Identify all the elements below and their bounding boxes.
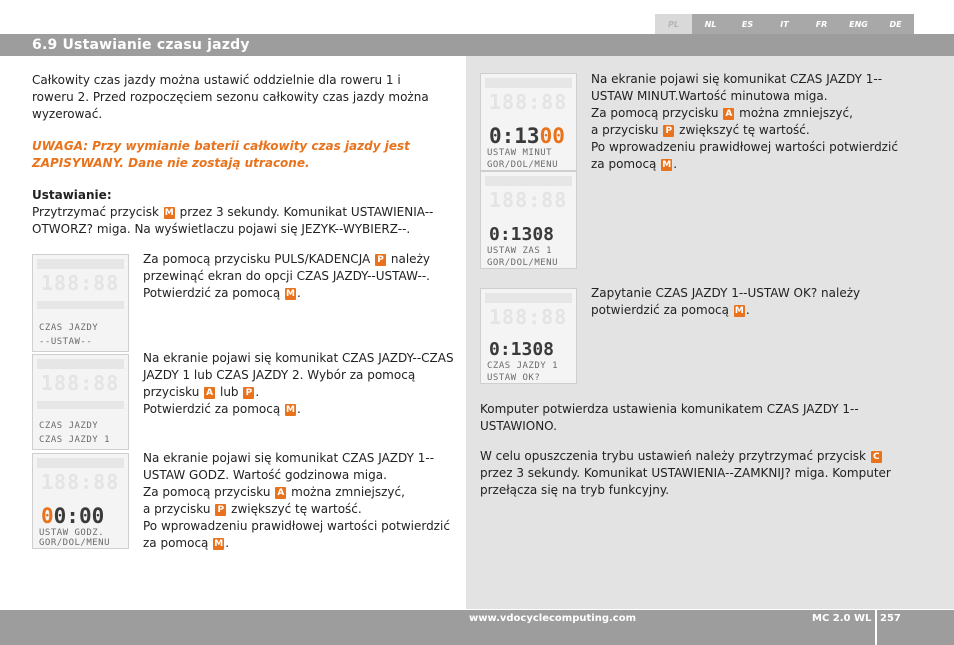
lcd-line1: CZAS JAZDY	[39, 421, 99, 431]
step3-text-e: zwiększyć tę wartość.	[231, 502, 362, 516]
lcd-segment-row	[485, 176, 572, 186]
p-key-icon: P	[215, 504, 226, 516]
lcd-line1: USTAW MINUT	[487, 148, 553, 158]
step2-text-b: lub	[219, 385, 239, 399]
lcd-display-step4-minutes	[480, 73, 577, 171]
a-key-icon: A	[723, 108, 734, 120]
lcd-time-value	[41, 504, 104, 528]
step4-text-c: można zmniejszyć,	[739, 106, 853, 120]
language-tabs	[655, 14, 914, 34]
a-key-icon: A	[204, 387, 215, 399]
confirm-paragraph: Komputer potwierdza ustawienia komunikatem CZAS JAZDY 1--USTAWIONO.	[480, 402, 859, 433]
c-key-icon: C	[871, 451, 882, 463]
setup-heading: Ustawianie:	[32, 188, 112, 202]
m-key-icon: M	[214, 539, 224, 549]
setup-text-a: Przytrzymać przycisk	[32, 205, 159, 219]
m-key-icon: M	[662, 160, 672, 170]
p-key-icon: P	[243, 387, 254, 399]
lcd-segment-row	[37, 301, 124, 309]
step3-text-a: Na ekranie pojawi się komunikat CZAS JAZDY 1--USTAW GODZ. Wartość godzinowa miga.	[143, 451, 435, 482]
lcd-time-value: 0:1308	[489, 224, 555, 245]
lcd-time-value	[489, 124, 565, 148]
step2-text-c: .	[255, 385, 260, 399]
step4-text-e: zwiększyć tę wartość.	[679, 123, 810, 137]
lang-tab-nl[interactable]: NL	[692, 14, 729, 34]
lcd-time-value: 0:1308	[489, 339, 555, 360]
lcd-line2: GOR/DOL/MENU	[39, 538, 111, 548]
step1-text-b: należy przewinąć ekran do opcji CZAS JAZDY--USTAW--. Potwierdzić za pomocą	[143, 252, 430, 300]
lcd-ghost-digits: 188:88	[489, 188, 568, 212]
lang-tab-it[interactable]: IT	[766, 14, 803, 34]
step4-text-a: Na ekranie pojawi się komunikat CZAS JAZDY 1--USTAW MINUT.Wartość minutowa miga.	[591, 72, 883, 103]
step5-text-a: Zapytanie CZAS JAZDY 1--USTAW OK? należy potwierdzić za pomocą	[591, 286, 861, 317]
exit-text-a: W celu opuszczenia trybu ustawień należy przytrzymać przycisk	[480, 449, 866, 463]
m-key-icon: M	[164, 208, 174, 218]
lcd-line1: CZAS JAZDY	[39, 323, 99, 333]
page-number: 257	[880, 613, 901, 624]
lcd-time-digits: 0:13	[489, 124, 540, 148]
step1-text-c: .	[297, 286, 301, 300]
lcd-display-step2	[32, 354, 129, 450]
lcd-line1: USTAW ZAS 1	[487, 246, 553, 256]
lcd-line1: USTAW GODZ.	[39, 528, 105, 538]
lcd-ghost-digits: 188:88	[489, 90, 568, 114]
lcd-display-step5	[480, 288, 577, 384]
p-key-icon: P	[375, 254, 386, 266]
step3-text-c: można zmniejszyć,	[291, 485, 405, 499]
lcd-line2: GOR/DOL/MENU	[487, 160, 559, 170]
step4-text-f: Po wprowadzeniu prawidłowej wartości potwierdzić za pomocą	[591, 140, 898, 171]
step4-text-b: Za pomocą przycisku	[591, 106, 719, 120]
m-key-icon: M	[286, 289, 295, 299]
lcd-line1: CZAS JAZDY 1	[487, 361, 559, 371]
step5-paragraph	[591, 285, 901, 319]
lcd-line2: --USTAW--	[39, 337, 93, 347]
warning-paragraph: UWAGA: Przy wymianie baterii całkowity czas jazdy jest ZAPISYWANY. Dane nie zostają utracone.	[32, 139, 410, 170]
setup-paragraph	[32, 204, 452, 238]
step1-paragraph	[143, 251, 453, 302]
lcd-blinking-digit: 0	[41, 504, 54, 528]
footer-divider	[875, 609, 877, 645]
step4-text-g: .	[673, 157, 678, 171]
section-title: 6.9 Ustawianie czasu jazdy	[32, 37, 250, 53]
lang-tab-pl[interactable]: PL	[655, 14, 692, 34]
lcd-segment-row	[37, 401, 124, 409]
lang-tab-eng[interactable]: ENG	[840, 14, 877, 34]
section-header	[0, 34, 954, 56]
lang-tab-es[interactable]: ES	[729, 14, 766, 34]
step3-paragraph	[143, 450, 455, 552]
m-key-icon: M	[734, 306, 744, 316]
lcd-display-step4-confirmed	[480, 171, 577, 269]
lang-tab-de[interactable]: DE	[877, 14, 914, 34]
step1-text-a: Za pomocą przycisku PULS/KADENCJA	[143, 252, 371, 266]
p-key-icon: P	[663, 125, 674, 137]
footer-model: MC 2.0 WL	[812, 613, 872, 624]
footer-website-link[interactable]: www.vdocyclecomputing.com	[469, 613, 637, 624]
lcd-ghost-digits: 188:88	[41, 470, 120, 494]
lcd-segment-row	[485, 293, 572, 303]
exit-paragraph	[480, 448, 900, 499]
lcd-time-digits: 0:00	[53, 504, 105, 528]
intro-paragraph: Całkowity czas jazdy można ustawić oddzielnie dla roweru 1 i roweru 2. Przed rozpoczęciem sezonu całkowity czas jazdy można wyzerować.	[32, 73, 429, 121]
lcd-ghost-digits: 188:88	[41, 271, 120, 295]
lcd-display-step1	[32, 254, 129, 352]
step3-text-g: .	[225, 536, 230, 550]
step2-text-e: .	[297, 402, 301, 416]
lcd-line2: USTAW OK?	[487, 373, 541, 383]
step5-text-b: .	[745, 303, 750, 317]
lcd-ghost-digits: 188:88	[41, 371, 120, 395]
lcd-segment-row	[37, 259, 124, 269]
step2-paragraph	[143, 350, 455, 418]
setup-text-b: przez 3 sekundy. Komunikat USTAWIENIA--OTWORZ? miga. Na wyświetlaczu pojawi się JEZYK--WYBIERZ--.	[32, 205, 434, 236]
lcd-display-step3	[32, 453, 129, 549]
footer-divider-line	[0, 609, 954, 610]
step2-text-d: Potwierdzić za pomocą	[143, 402, 281, 416]
exit-text-b: przez 3 sekundy. Komunikat USTAWIENIA--ZAMKNIJ? miga. Komputer przełącza się na tryb funkcyjny.	[480, 466, 891, 497]
lcd-blinking-digit: 00	[539, 124, 565, 148]
lcd-segment-row	[37, 359, 124, 369]
a-key-icon: A	[275, 487, 286, 499]
m-key-icon: M	[286, 405, 295, 415]
step2-text-a: Na ekranie pojawi się komunikat CZAS JAZDY--CZAS JAZDY 1 lub CZAS JAZDY 2. Wybór za pomocą przycisku	[143, 351, 454, 399]
lcd-ghost-digits: 188:88	[489, 305, 568, 329]
step3-text-b: Za pomocą przycisku	[143, 485, 271, 499]
step3-text-f: Po wprowadzeniu prawidłowej wartości potwierdzić za pomocą	[143, 519, 450, 550]
lcd-line2: CZAS JAZDY 1	[39, 435, 111, 445]
lang-tab-fr[interactable]: FR	[803, 14, 840, 34]
step3-text-d: a przycisku	[143, 502, 211, 516]
lcd-segment-row	[37, 458, 124, 468]
lcd-segment-row	[485, 78, 572, 88]
step4-paragraph	[591, 71, 911, 173]
step4-text-d: a przycisku	[591, 123, 659, 137]
lcd-line2: GOR/DOL/MENU	[487, 258, 559, 268]
